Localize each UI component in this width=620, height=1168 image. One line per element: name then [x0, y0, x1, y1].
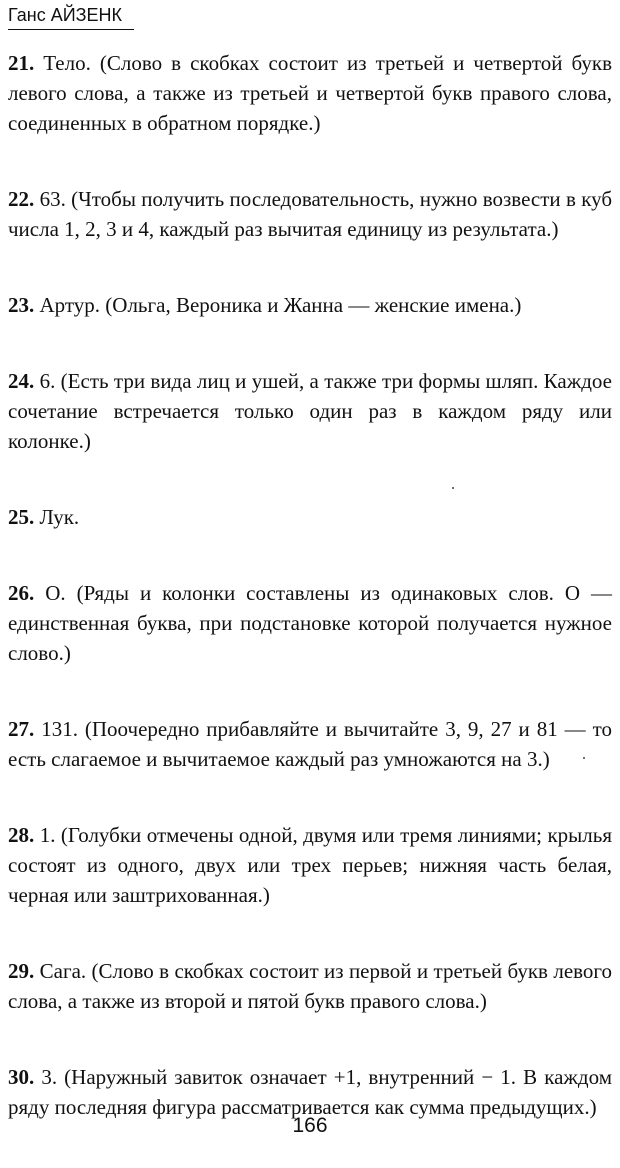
- answer-number: 22.: [8, 187, 35, 211]
- answer-number: 23.: [8, 293, 35, 317]
- scan-speck: [452, 487, 454, 489]
- answer-number: 24.: [8, 369, 35, 393]
- answer-number: 28.: [8, 823, 35, 847]
- answer-text: 6. (Есть три вида лиц и ушей, а также три формы шляп. Каждое сочетание встречается только один раз в каждом ряду или колонке.): [8, 369, 613, 453]
- answer-text: Сага. (Слово в скобках состоит из первой и третьей букв левого слова, а также из второй и пятой букв правого слова.): [8, 959, 613, 1013]
- answer-text: 63. (Чтобы получить последовательность, нужно возвести в куб числа 1, 2, 3 и 4, каждый раз вычитая единицу из результата.): [8, 187, 613, 241]
- answer-text: 1. (Голубки отмечены одной, двумя или тремя линиями; крылья состоят из одного, двух или трех перьев; нижняя часть белая, черная или заштрихованная.): [8, 823, 612, 907]
- answer-item: [8, 290, 612, 320]
- answer-item: [8, 48, 612, 138]
- answer-text: Артур. (Ольга, Вероника и Жанна — женские имена.): [39, 293, 522, 317]
- answer-number: 27.: [8, 717, 35, 741]
- answer-item: [8, 956, 612, 1016]
- answer-number: 25.: [8, 505, 35, 529]
- answer-item: [8, 578, 612, 668]
- answer-item: [8, 184, 612, 244]
- answer-text: 131. (Поочередно прибавляйте и вычитайте 3, 9, 27 и 81 — то есть слагаемое и вычитаемое каждый раз умножаются на 3.): [8, 717, 613, 771]
- running-head: Ганс АЙЗЕНК: [8, 4, 134, 30]
- answer-text: О. (Ряды и колонки составлены из одинаковых слов. О — единственная буква, при подстановке которой получается нужное слово.): [8, 581, 612, 665]
- answer-number: 26.: [8, 581, 35, 605]
- answer-number: 30.: [8, 1065, 35, 1089]
- answer-item: [8, 502, 612, 532]
- page-number: 166: [292, 1114, 328, 1137]
- scan-speck: [583, 757, 585, 759]
- answer-text: Лук.: [39, 505, 80, 529]
- answer-item: [8, 714, 612, 774]
- answer-item: [8, 366, 612, 456]
- answer-text: Тело. (Слово в скобках состоит из третьей и четвертой букв левого слова, а также из третьей и четвертой букв правого слова, соединенных в обратном порядке.): [8, 51, 612, 135]
- answer-text: 3. (Наружный завиток означает +1, внутренний − 1. В каждом ряду последняя фигура рассматривается как сумма предыдущих.): [8, 1065, 612, 1119]
- answer-item: [8, 820, 612, 910]
- answer-list: [8, 48, 612, 1168]
- answer-number: 21.: [8, 51, 35, 75]
- answer-number: 29.: [8, 959, 35, 983]
